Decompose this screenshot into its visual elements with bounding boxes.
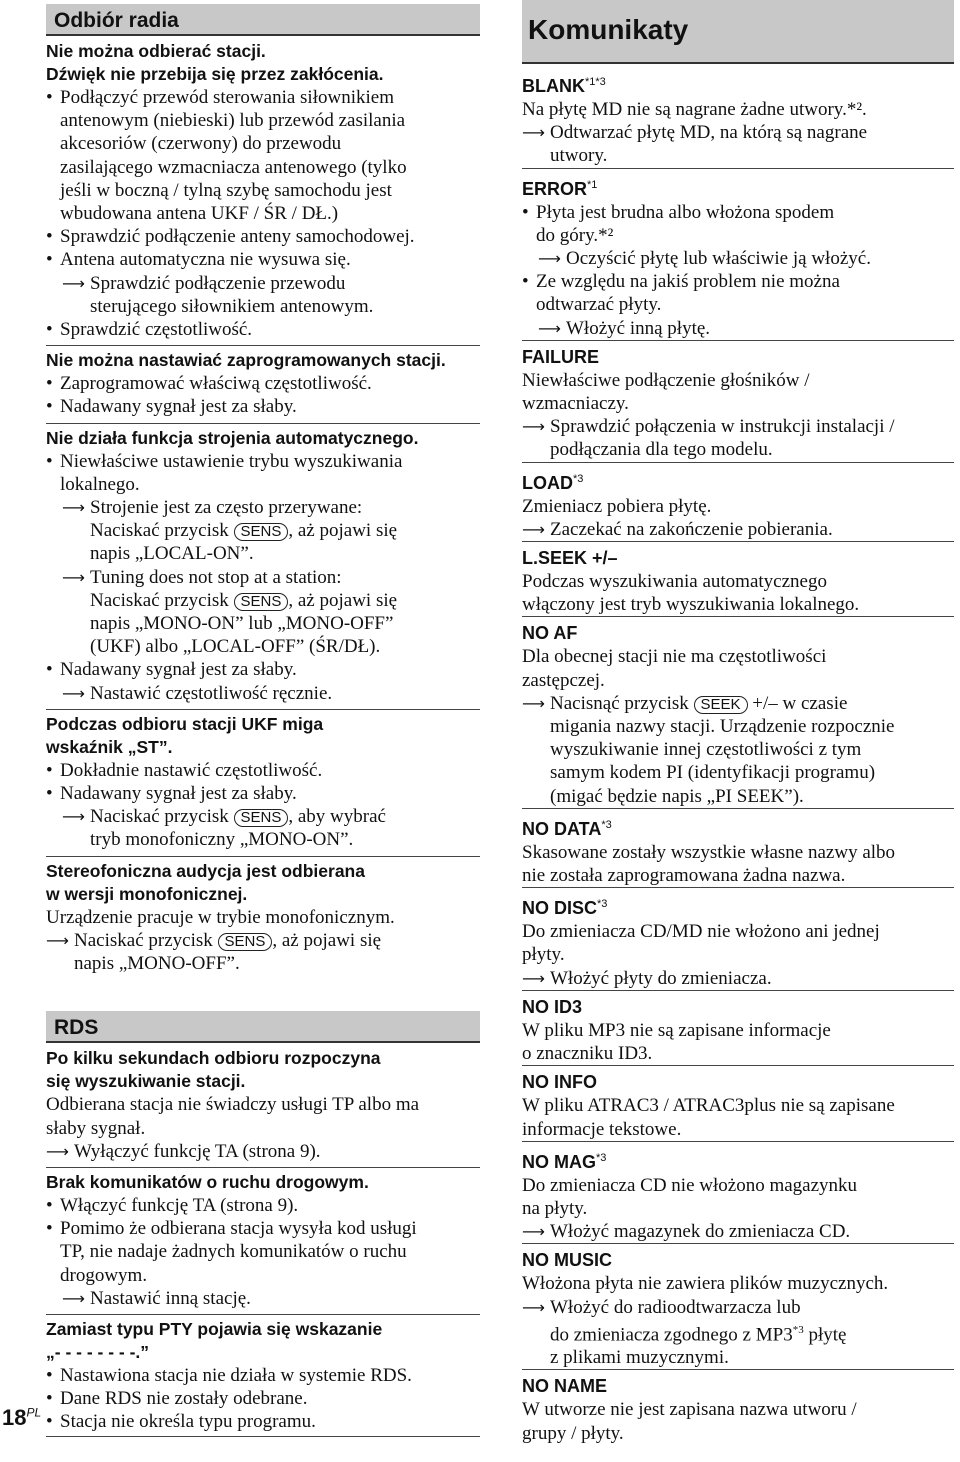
text-line: • Pomimo że odbierana stacja wysyła kod usługi	[60, 1218, 417, 1240]
text-line: wyszukiwanie innej częstotliwości z tym	[550, 739, 862, 761]
arrow-item	[522, 415, 954, 461]
heading-line: Podczas odbioru stacji UKF miga	[46, 713, 324, 734]
text-line: wbudowana antena UKF / ŚR / DŁ.)	[60, 203, 339, 225]
arrow-item: ⟶ Włożyć płyty do zmieniacza.	[522, 967, 954, 990]
arrow-item	[522, 1296, 954, 1370]
msg-tag: BLANK	[522, 76, 585, 96]
text-line: z plikami muzycznymi.	[550, 1347, 729, 1369]
text-line	[522, 98, 954, 121]
bullet-item: • Nadawany sygnał jest za słaby.	[46, 658, 480, 681]
text-line	[550, 692, 954, 715]
text-line: Podczas wyszukiwania automatycznego	[522, 571, 827, 593]
heading-line: Stereofoniczna audycja jest odbierana	[46, 860, 365, 881]
heading-preset-tuning: Nie można nastawiać zaprogramowanych stacji.	[46, 350, 446, 371]
text-line	[74, 929, 480, 952]
arrow-item: ⟶ Nastawić częstotliwość ręcznie.	[62, 682, 480, 705]
sens-key-label: SENS	[234, 809, 289, 827]
section-title-messages: Komunikaty	[522, 0, 954, 64]
text-line: odtwarzać płyty.	[536, 294, 662, 316]
text-line: Skasowane zostały wszystkie własne nazwy albo	[522, 841, 896, 863]
footnote-ref: *3	[573, 472, 584, 485]
heading-line: w wersji monofonicznej.	[46, 883, 248, 904]
bullet-item	[46, 450, 480, 496]
bullet-item	[522, 201, 954, 247]
heading-auto-tuning: Nie działa funkcja strojenia automatycznego.	[46, 427, 419, 448]
text-line: tryb monofoniczny „MONO-ON”.	[90, 829, 354, 851]
text-line: Odbierana stacja nie świadczy usługi TP albo ma	[46, 1094, 420, 1116]
heading-line: Dźwięk nie przebija się przez zakłócenia.	[46, 64, 384, 84]
msg-blank	[522, 70, 954, 98]
heading-st-blink	[46, 713, 480, 759]
footnote-ref: *1	[587, 178, 598, 191]
arrow-item	[62, 272, 480, 318]
divider	[46, 1436, 480, 1437]
text-line: ⟶ Włożyć do radioodtwarzacza lub	[550, 1296, 801, 1318]
arrow-item: ⟶ Włożyć magazynek do zmieniacza CD.	[522, 1220, 954, 1243]
text-line: • Niewłaściwe ustawienie trybu wyszukiwania	[60, 450, 403, 472]
text-line: Włożona płyta nie zawiera plików muzycznych.	[522, 1273, 889, 1295]
bullet-item: • Zaprogramować właściwą częstotliwość.	[46, 372, 480, 395]
text-line: słaby sygnał.	[46, 1117, 146, 1139]
bullet-item: • Nadawany sygnał jest za słaby.	[46, 782, 480, 805]
text-line: napis „MONO-ON” lub „MONO-OFF”	[90, 613, 394, 635]
arrow-item	[522, 121, 954, 167]
text-line: informacje tekstowe.	[522, 1118, 682, 1140]
footnote-ref: *3	[792, 1323, 804, 1336]
msg-no-info: NO INFO	[522, 1072, 597, 1093]
section-title-rds: RDS	[46, 1011, 480, 1043]
text-line: • Płyta jest brudna albo włożona spodem	[536, 201, 835, 223]
page-number	[2, 1405, 41, 1431]
msg-no-mag	[522, 1146, 954, 1174]
text-line: migania nazwy stacji. Urządzenie rozpocznie	[550, 716, 895, 738]
text-line: ⟶ Sprawdzić podłączenie przewodu	[90, 272, 346, 294]
section-title-radio: Odbiór radia	[46, 4, 480, 36]
arrow-item: ⟶ Zaczekać na zakończenie pobierania.	[522, 518, 954, 541]
text-line: samym kodem PI (identyfikacji programu)	[550, 762, 876, 784]
text-fragment: , aż pojawi się	[288, 589, 398, 611]
text-line	[550, 1319, 954, 1347]
msg-tag: NO MAG	[522, 1151, 596, 1172]
text-line: W pliku MP3 nie są zapisane informacje	[522, 1019, 831, 1041]
text-line: płyty.	[522, 944, 565, 966]
text-line: ⟶ Odtwarzać płytę MD, na którą są nagrane	[550, 122, 868, 144]
msg-failure: FAILURE	[522, 346, 600, 367]
text-line	[90, 519, 480, 542]
text-line: W pliku ATRAC3 / ATRAC3plus nie są zapisane	[522, 1095, 895, 1117]
text-line: akcesoriów (czerwony) do przewodu	[60, 133, 342, 155]
msg-tag: LOAD	[522, 472, 573, 493]
divider	[46, 423, 480, 424]
text-fragment: płytę	[803, 1324, 847, 1346]
msg-tag: NO DATA	[522, 818, 602, 839]
page-lang-code: PL	[26, 1405, 42, 1420]
text-line	[90, 805, 480, 828]
text-line: utwory.	[550, 145, 608, 167]
divider	[46, 1314, 480, 1315]
footnote-ref: *3	[596, 1151, 607, 1164]
bullet-item: • Antena automatyczna nie wysuwa się.	[46, 248, 480, 271]
arrow-item: ⟶ Włożyć inną płytę.	[538, 317, 954, 340]
bullet-item: • Nadawany sygnał jest za słaby.	[46, 395, 480, 418]
bullet-item	[46, 86, 480, 225]
text-line: zasilającego wzmacniacza antenowego (tylko	[60, 156, 407, 178]
text-line: napis „MONO-OFF”.	[74, 953, 240, 975]
text-fragment: Naciskać przycisk	[74, 929, 218, 951]
text-line: • Podłączyć przewód sterowania siłownikiem	[60, 87, 394, 108]
text-fragment: +/– w czasie	[747, 692, 848, 714]
msg-no-music: NO MUSIC	[522, 1250, 612, 1271]
text-line: Zmieniacz pobiera płytę.	[522, 495, 712, 517]
text-line: wzmacniaczy.	[522, 393, 629, 415]
arrow-item	[62, 805, 480, 851]
heading-line: „- - - - - - - -.”	[46, 1341, 150, 1362]
arrow-item: ⟶ Nastawić inną stację.	[62, 1287, 480, 1310]
sens-key-label: SENS	[218, 933, 273, 951]
sens-key-label: SENS	[234, 523, 289, 541]
text-line: Urządzenie pracuje w trybie monofonicznym.	[46, 906, 395, 928]
text-line: nie została zaprogramowana żadna nazwa.	[522, 865, 846, 887]
divider	[46, 345, 480, 346]
text-fragment: Naciskać przycisk	[90, 589, 234, 611]
arrow-item	[522, 692, 954, 808]
msg-load	[522, 467, 954, 495]
text-line: zastępczej.	[522, 669, 605, 691]
bullet-item	[522, 270, 954, 316]
text-line: napis „LOCAL-ON”.	[90, 543, 254, 565]
heading-stereo-mono	[46, 860, 480, 906]
msg-tag: NO DISC	[522, 898, 598, 919]
text-line: drogowym.	[60, 1264, 148, 1286]
msg-no-data	[522, 813, 954, 841]
heading-pty	[46, 1318, 480, 1364]
text-line: Do zmieniacza CD/MD nie włożono ani jednej	[522, 921, 880, 943]
text-line: W utworze nie jest zapisana nazwa utworu /	[522, 1399, 857, 1421]
text-line: sterującego siłownikiem antenowym.	[90, 295, 374, 317]
text-line: • Ze względu na jakiś problem nie można	[536, 271, 840, 293]
msg-lseek: L.SEEK +/–	[522, 548, 618, 569]
right-column	[522, 0, 954, 1445]
text-line: podłączania dla tego modelu.	[550, 439, 773, 461]
text-fragment: do zmieniacza zgodnego z MP3	[550, 1324, 793, 1346]
text-line: do góry.*²	[536, 224, 614, 246]
msg-tag: ERROR	[522, 178, 588, 199]
msg-error	[522, 173, 954, 201]
text-line: lokalnego.	[60, 473, 140, 495]
sens-key-label: SENS	[234, 593, 289, 611]
text-line	[90, 589, 480, 612]
bullet-item	[46, 1217, 480, 1287]
bullet-item: • Dane RDS nie zostały odebrane.	[46, 1387, 480, 1410]
text-fragment: , aby wybrać	[288, 806, 386, 828]
bullet-item: • Stacja nie określa typu programu.	[46, 1410, 480, 1433]
text-fragment: , aż pojawi się	[272, 929, 382, 951]
heading-rds-seek	[46, 1047, 480, 1093]
arrow-item	[62, 566, 480, 659]
bullet-item: • Nastawiona stacja nie działa w systemie RDS.	[46, 1364, 480, 1387]
text-line: (migać będzie napis „PI SEEK”).	[550, 785, 804, 807]
footnote-ref: *1*3	[585, 76, 606, 88]
divider	[46, 856, 480, 857]
text-line: o znaczniku ID3.	[522, 1043, 653, 1065]
heading-line: Po kilku sekundach odbioru rozpoczyna	[46, 1048, 381, 1069]
heading-line: Zamiast typu PTY pojawia się wskazanie	[46, 1318, 383, 1339]
msg-no-af: NO AF	[522, 623, 578, 644]
arrow-item: ⟶ Oczyścić płytę lub właściwie ją włożyć.	[538, 247, 954, 270]
text-line: jeśli w boczną / tylną szybę samochodu jest	[60, 179, 392, 201]
text-line: TP, nie nadaje żadnych komunikatów o ruchu	[60, 1241, 407, 1263]
text-fragment: .	[862, 99, 867, 120]
text-fragment: , aż pojawi się	[288, 520, 398, 542]
text-line: włączony jest tryb wyszukiwania lokalnego.	[522, 594, 860, 616]
heading-no-traffic: Brak komunikatów o ruchu drogowym.	[46, 1171, 369, 1192]
seek-key-label: SEEK	[694, 696, 748, 714]
msg-no-name: NO NAME	[522, 1376, 607, 1397]
arrow-item	[46, 929, 480, 975]
bullet-item: • Dokładnie nastawić częstotliwość.	[46, 759, 480, 782]
text-line: antenowym (niebieski) lub przewód zasilania	[60, 110, 406, 132]
bullet-item: • Sprawdzić podłączenie anteny samochodowej.	[46, 225, 480, 248]
heading-no-reception	[46, 40, 480, 86]
heading-line: Nie można odbierać stacji.	[46, 41, 266, 61]
bullet-item: • Sprawdzić częstotliwość.	[46, 318, 480, 341]
heading-line: wskaźnik „ST”.	[46, 736, 173, 757]
arrow-item	[62, 496, 480, 566]
msg-no-id3: NO ID3	[522, 996, 583, 1017]
footnote-ref: *3	[597, 898, 608, 911]
text-line: ⟶ Strojenie jest za często przerywane:	[90, 497, 363, 519]
text-line: Do zmieniacza CD nie włożono magazynku	[522, 1174, 858, 1196]
bullet-item: • Włączyć funkcję TA (strona 9).	[46, 1194, 480, 1217]
text-fragment: Naciskać przycisk	[90, 520, 234, 542]
text-line: grupy / płyty.	[522, 1422, 624, 1444]
divider	[46, 709, 480, 710]
arrow-item: ⟶ Wyłączyć funkcję TA (strona 9).	[46, 1140, 480, 1163]
text-line: Niewłaściwe podłączenie głośników /	[522, 369, 810, 391]
left-column	[46, 0, 480, 1437]
text-fragment: Naciskać przycisk	[90, 806, 234, 828]
footnote-ref: *3	[601, 818, 612, 831]
msg-no-disc	[522, 892, 954, 920]
page-number-value: 18	[2, 1405, 27, 1430]
divider	[46, 1167, 480, 1168]
text-line: na płyty.	[522, 1197, 588, 1219]
text-line: ⟶ Sprawdzić połączenia w instrukcji instalacji /	[550, 416, 895, 438]
text-fragment: Nacisnąć przycisk	[550, 692, 694, 714]
text-fragment: Na płytę MD nie są nagrane żadne utwory.*²	[522, 99, 863, 120]
text-line: ⟶ Tuning does not stop at a station:	[90, 566, 342, 588]
heading-line: się wyszukiwanie stacji.	[46, 1071, 246, 1092]
text-line: Dla obecnej stacji nie ma częstotliwości	[522, 646, 827, 668]
text-line: (UKF) albo „LOCAL-OFF” (ŚR/DŁ).	[90, 636, 381, 658]
